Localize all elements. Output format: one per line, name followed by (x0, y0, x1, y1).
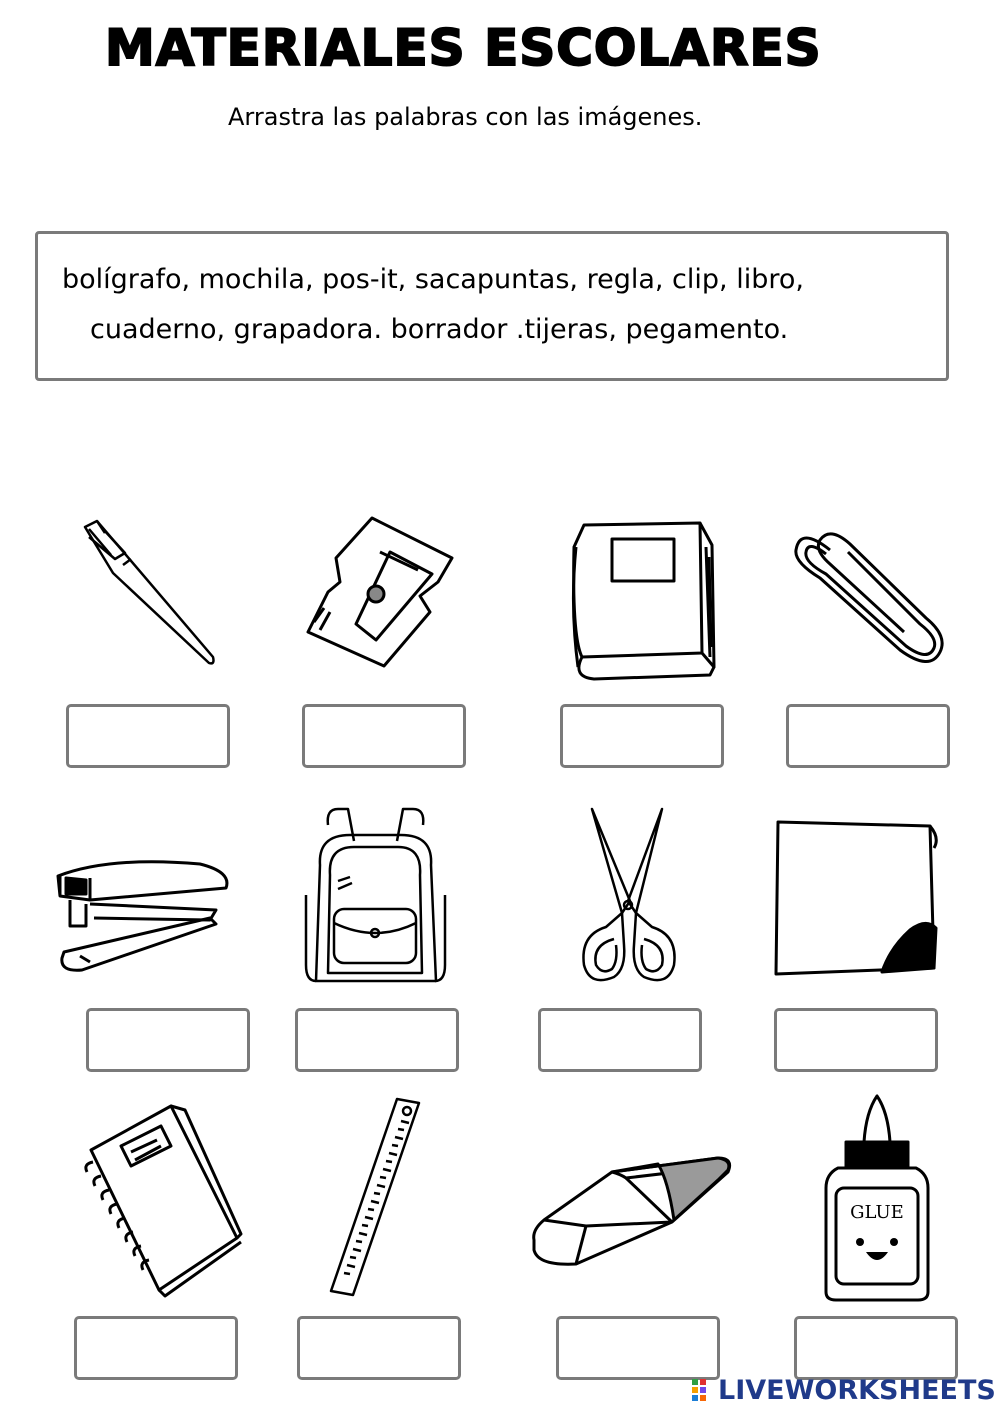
answer-box-11[interactable] (556, 1316, 720, 1380)
instruction-text: Arrastra las palabras con las imágenes. (228, 103, 703, 131)
answer-box-4[interactable] (786, 704, 950, 768)
backpack-icon (298, 805, 453, 990)
answer-box-2[interactable] (302, 704, 466, 768)
answer-box-6[interactable] (295, 1008, 459, 1072)
answer-box-1[interactable] (66, 704, 230, 768)
book-icon (562, 517, 722, 685)
pencil-sharpener-icon (300, 512, 460, 672)
word-bank (35, 231, 949, 381)
word-bank-line-2: cuaderno, grapadora. borrador .tijeras, pegamento. (90, 314, 789, 345)
answer-box-10[interactable] (297, 1316, 461, 1380)
pen-icon (75, 515, 220, 675)
scissors-icon (578, 805, 678, 990)
stapler-icon (50, 848, 235, 978)
answer-box-12[interactable] (794, 1316, 958, 1380)
answer-box-3[interactable] (560, 704, 724, 768)
notebook-icon (75, 1100, 245, 1300)
word-bank-line-1: bolígrafo, mochila, pos-it, sacapuntas, regla, clip, libro, (62, 264, 804, 295)
glue-bottle-icon (818, 1092, 936, 1304)
liveworksheets-brand: LIVEWORKSHEETS (718, 1374, 996, 1406)
answer-box-8[interactable] (774, 1008, 938, 1072)
eraser-icon (528, 1150, 738, 1270)
answer-box-5[interactable] (86, 1008, 250, 1072)
ruler-icon (325, 1095, 425, 1300)
paper-clip-icon (790, 520, 950, 670)
answer-box-9[interactable] (74, 1316, 238, 1380)
svg-text:GLUE: GLUE (850, 1202, 904, 1223)
liveworksheets-logo-icon (692, 1377, 714, 1403)
answer-box-7[interactable] (538, 1008, 702, 1072)
liveworksheets-watermark (692, 1372, 996, 1408)
sticky-note-icon (770, 818, 940, 978)
page-title: MATERIALES ESCOLARES (105, 19, 822, 77)
